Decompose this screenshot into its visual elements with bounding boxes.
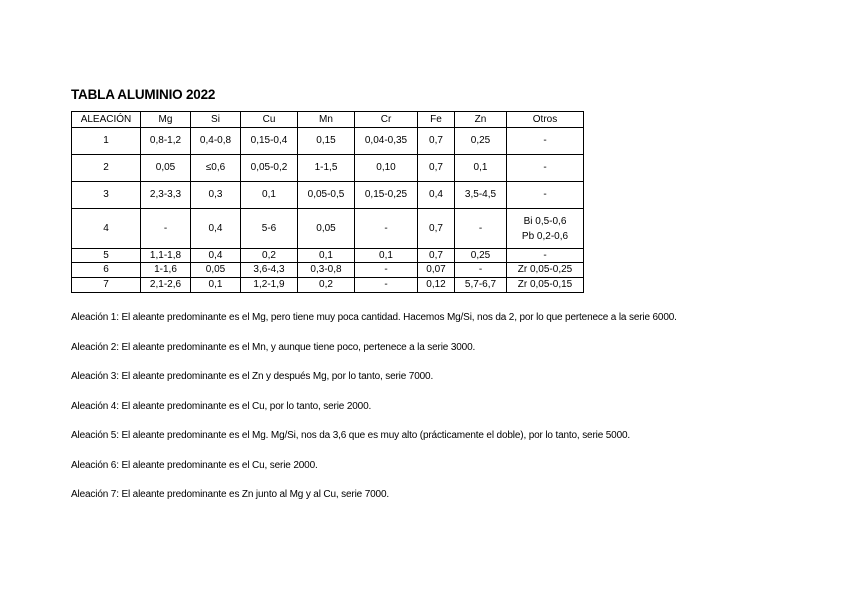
- table-cell: 1,1-1,8: [141, 249, 191, 263]
- table-row: [72, 263, 584, 278]
- table-header-row: [72, 112, 584, 128]
- table-cell: 0,7: [418, 155, 455, 182]
- document-title: TABLA ALUMINIO 2022: [71, 87, 216, 102]
- table-cell: 5-6: [241, 209, 298, 249]
- table-cell: 0,4: [191, 249, 241, 263]
- column-header: Mn: [298, 112, 355, 128]
- table-cell: 1,2-1,9: [241, 278, 298, 293]
- alloy-note: Aleación 3: El aleante predominante es el Zn y después Mg, por lo tanto, serie 7000.: [71, 371, 434, 382]
- column-header: Si: [191, 112, 241, 128]
- alloy-note: Aleación 5: El aleante predominante es el Mg. Mg/Si, nos da 3,6 que es muy alto (prácticamente el doble), por lo tanto, serie 5000.: [71, 430, 631, 441]
- table-cell: 0,1: [191, 278, 241, 293]
- table-cell: 0,04-0,35: [355, 128, 418, 155]
- column-header: ALEACIÓN: [72, 112, 141, 128]
- table-cell: 0,05: [191, 263, 241, 278]
- table-cell: 1-1,6: [141, 263, 191, 278]
- table-cell: 0,05-0,2: [241, 155, 298, 182]
- table-cell: 0,1: [241, 182, 298, 209]
- table-cell: Zr 0,05-0,25: [507, 263, 584, 278]
- alloy-note: Aleación 4: El aleante predominante es el Cu, por lo tanto, serie 2000.: [71, 400, 372, 412]
- table-cell: 0,07: [418, 263, 455, 278]
- table-cell: -: [355, 263, 418, 278]
- table-cell: 0,4: [418, 182, 455, 209]
- table-cell: 0,1: [355, 249, 418, 263]
- table-cell: 0,7: [418, 128, 455, 155]
- table-cell: 3,6-4,3: [241, 263, 298, 278]
- table-cell: 0,2: [298, 278, 355, 293]
- alloy-note: Aleación 7: El aleante predominante es Zn junto al Mg y al Cu, serie 7000.: [71, 489, 389, 500]
- alloy-note: Aleación 2: El aleante predominante es el Mn, y aunque tiene poco, pertenece a la serie 3000.: [71, 341, 476, 353]
- table-cell: 6: [72, 263, 141, 278]
- table-cell: Zr 0,05-0,15: [507, 278, 584, 293]
- column-header: Otros: [507, 112, 584, 128]
- table-row: [72, 182, 584, 209]
- table-cell: 2: [72, 155, 141, 182]
- table-cell: 0,1: [298, 249, 355, 263]
- table-cell: Bi 0,5-0,6 Pb 0,2-0,6: [507, 209, 584, 249]
- table-cell: 1: [72, 128, 141, 155]
- alloy-notes: [71, 312, 677, 519]
- column-header: Fe: [418, 112, 455, 128]
- table-cell: -: [355, 278, 418, 293]
- table-cell: -: [455, 263, 507, 278]
- table-cell: 3,5-4,5: [455, 182, 507, 209]
- alloy-note: Aleación 1: El aleante predominante es el Mg, pero tiene muy poca cantidad. Hacemos Mg/Si, nos da 2, por lo que pertenece a la serie 6000.: [71, 312, 677, 323]
- column-header: Cu: [241, 112, 298, 128]
- column-header: Zn: [455, 112, 507, 128]
- table-cell: 0,1: [455, 155, 507, 182]
- table-cell: ≤0,6: [191, 155, 241, 182]
- alloy-note: Aleación 6: El aleante predominante es el Cu, serie 2000.: [71, 459, 318, 471]
- table-cell: -: [507, 249, 584, 263]
- table-row: [72, 209, 584, 249]
- table-body: [72, 128, 584, 293]
- table-cell: 0,25: [455, 128, 507, 155]
- table-cell: 0,05-0,5: [298, 182, 355, 209]
- table-cell: 5,7-6,7: [455, 278, 507, 293]
- table-cell: -: [507, 182, 584, 209]
- table-cell: 0,3: [191, 182, 241, 209]
- table-cell: 0,15: [298, 128, 355, 155]
- alloy-composition-table: [71, 111, 584, 293]
- table-cell: 0,4: [191, 209, 241, 249]
- table-cell: 2,3-3,3: [141, 182, 191, 209]
- table-cell: 0,10: [355, 155, 418, 182]
- table-cell: 3: [72, 182, 141, 209]
- column-header: Cr: [355, 112, 418, 128]
- table-cell: -: [507, 155, 584, 182]
- table-cell: 0,8-1,2: [141, 128, 191, 155]
- table-cell: -: [455, 209, 507, 249]
- table-row: [72, 128, 584, 155]
- table-cell: 0,15-0,25: [355, 182, 418, 209]
- table-cell: 4: [72, 209, 141, 249]
- table-cell: 0,7: [418, 209, 455, 249]
- table-cell: 0,05: [141, 155, 191, 182]
- table-cell: 0,2: [241, 249, 298, 263]
- column-header: Mg: [141, 112, 191, 128]
- table-cell: 0,05: [298, 209, 355, 249]
- table-cell: 5: [72, 249, 141, 263]
- table-cell: -: [355, 209, 418, 249]
- table-row: [72, 155, 584, 182]
- table-cell: 0,4-0,8: [191, 128, 241, 155]
- table-cell: 0,3-0,8: [298, 263, 355, 278]
- table-cell: 2,1-2,6: [141, 278, 191, 293]
- table-row: [72, 278, 584, 293]
- table-cell: 0,12: [418, 278, 455, 293]
- table-cell: -: [141, 209, 191, 249]
- table-cell: 0,25: [455, 249, 507, 263]
- table-cell: 0,15-0,4: [241, 128, 298, 155]
- table-cell: -: [507, 128, 584, 155]
- table-cell: 0,7: [418, 249, 455, 263]
- table-row: [72, 249, 584, 263]
- table-cell: 7: [72, 278, 141, 293]
- table-cell: 1-1,5: [298, 155, 355, 182]
